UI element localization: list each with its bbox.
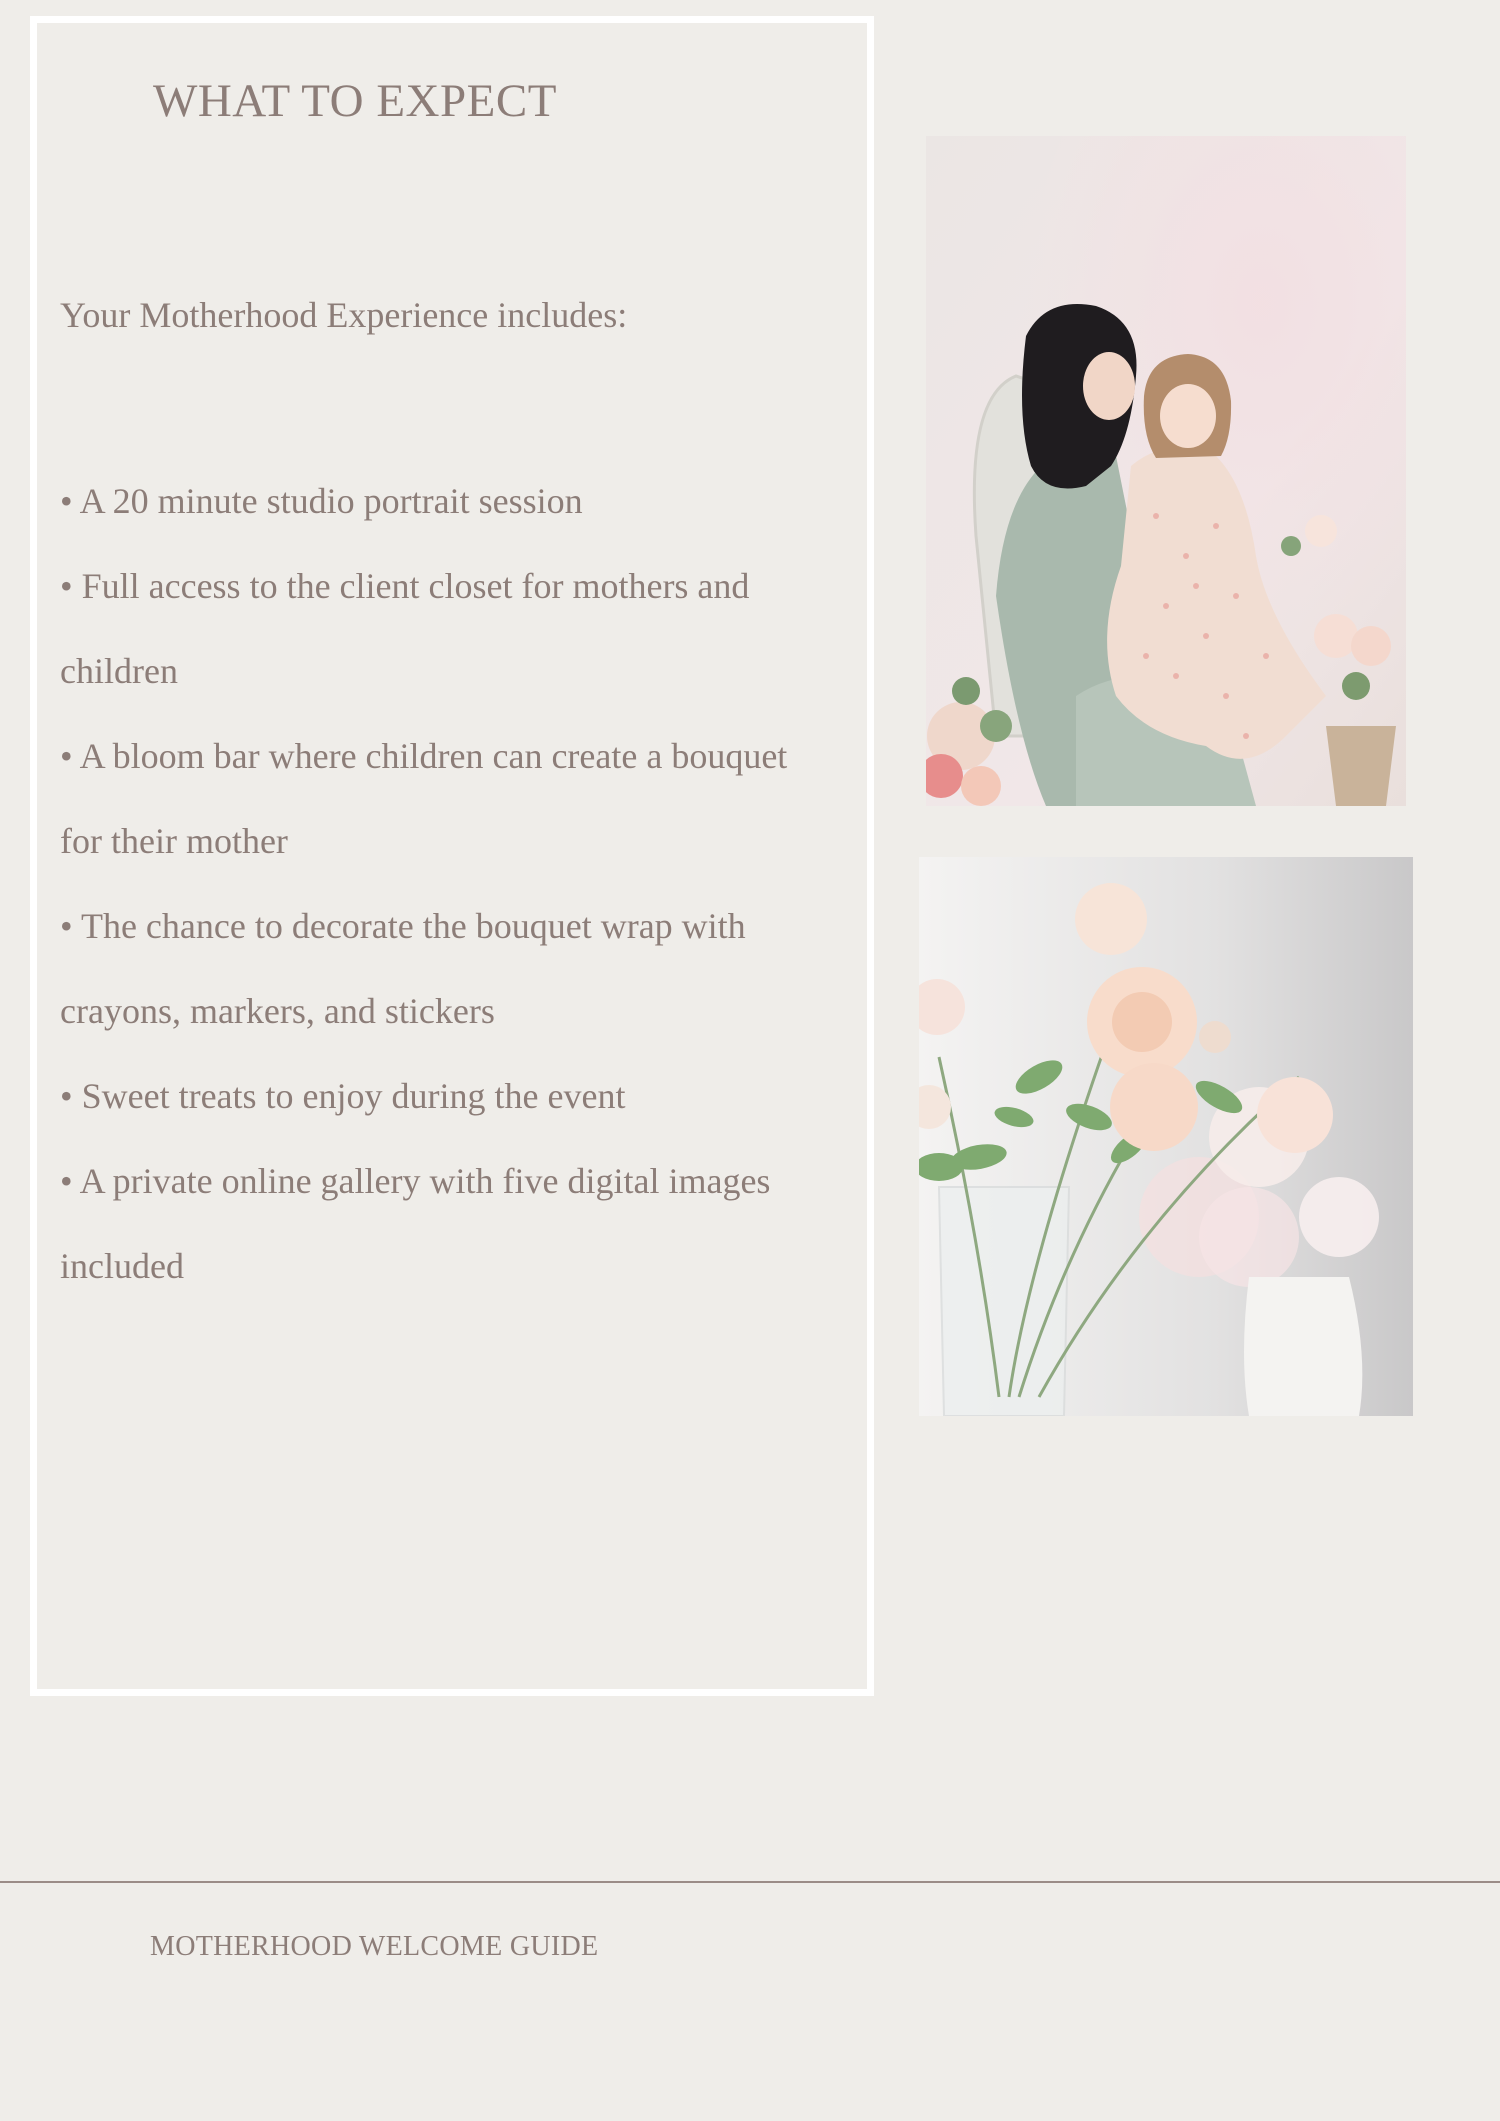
experience-list	[60, 459, 830, 1309]
page-title: WHAT TO EXPECT	[153, 75, 557, 127]
list-item: • Sweet treats to enjoy during the event	[60, 1076, 626, 1116]
footer-label: MOTHERHOOD WELCOME GUIDE	[150, 1931, 599, 1962]
footer-divider	[0, 1881, 1500, 1883]
list-item: • A private online gallery with five digital images included	[60, 1161, 771, 1286]
list-item: • Full access to the client closet for mothers and children	[60, 566, 750, 691]
intro-text: Your Motherhood Experience includes:	[60, 295, 628, 335]
list-item: • A 20 minute studio portrait session	[60, 481, 583, 521]
list-item: • The chance to decorate the bouquet wrap with crayons, markers, and stickers	[60, 906, 746, 1031]
rose-vase-photo	[919, 857, 1413, 1416]
list-item: • A bloom bar where children can create a bouquet for their mother	[60, 736, 788, 861]
mother-child-photo	[926, 136, 1406, 806]
